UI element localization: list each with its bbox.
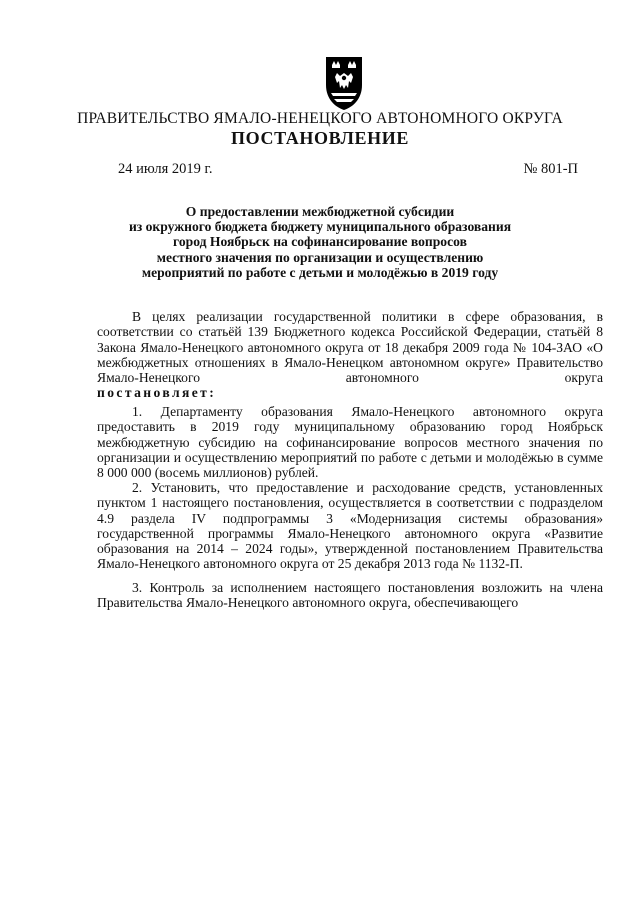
title-line: мероприятий по работе с детьми и молодёжью в 2019 году [141, 264, 499, 280]
decree-title [100, 204, 540, 280]
item-2 [97, 480, 603, 572]
preamble-text: В целях реализации государственной политики в сфере образования, в соответствии со статьёй 139 Бюджетного кодекса Российской Федерации, статьёй 8 Закона Ямало-Ненецкого автономного округа от 18 декабря 2009 года № 104-ЗАО «О межбюджетных отношениях в Ямало-Ненецком автономном округе» Правительство Ямало-Ненецкого автономного округа [97, 309, 603, 386]
document-type: ПОСТАНОВЛЕНИЕ [231, 128, 409, 148]
item-3 [97, 580, 603, 611]
item-text: 3. Контроль за исполнением настоящего постановления возложить на члена Правительства Ямало-Ненецкого автономного округа, обеспечивающего [97, 580, 603, 611]
title-line: местного значения по организации и осуществлению [156, 249, 484, 265]
title-line: О предоставлении межбюджетной субсидии [185, 204, 455, 219]
decree-number: № 801-П [523, 161, 578, 177]
title-line: город Ноябрьск на софинансирование вопросов [173, 234, 467, 250]
item-text: 1. Департаменту образования Ямало-Ненецкого автономного округа предоставить в 2019 году муниципальному образованию город Ноябрьск межбюджетную субсидию на софинансирование вопросов местного значения по организации и осуществлению мероприятий по работе с детьми и молодёжью в сумме 8 000 000 (восемь миллионов) рублей. [97, 404, 603, 481]
coat-of-arms-icon [323, 55, 365, 111]
government-name: ПРАВИТЕЛЬСТВО ЯМАЛО-НЕНЕЦКОГО АВТОНОМНОГО ОКРУГА [77, 110, 563, 127]
postanovlyaet-word: постановляет: [97, 385, 217, 401]
title-line: из окружного бюджета бюджету муниципального образования [128, 219, 512, 235]
item-1 [97, 404, 603, 480]
item-text: 2. Установить, что предоставление и расходование средств, установленных пунктом 1 настоящего постановления, осуществляется в соответствии с подразделом 4.9 раздела IV подпрограммы 3 «Модернизация системы образования» государственной программы Ямало-Ненецкого автономного округа «Развитие образования на 2014 – 2024 годы», утвержденной постановлением Правительства Ямало-Ненецкого автономного округа от 25 декабря 2013 года № 1132-П. [97, 480, 603, 572]
preamble-block [97, 309, 603, 401]
decree-date: 24 июля 2019 г. [118, 161, 213, 177]
